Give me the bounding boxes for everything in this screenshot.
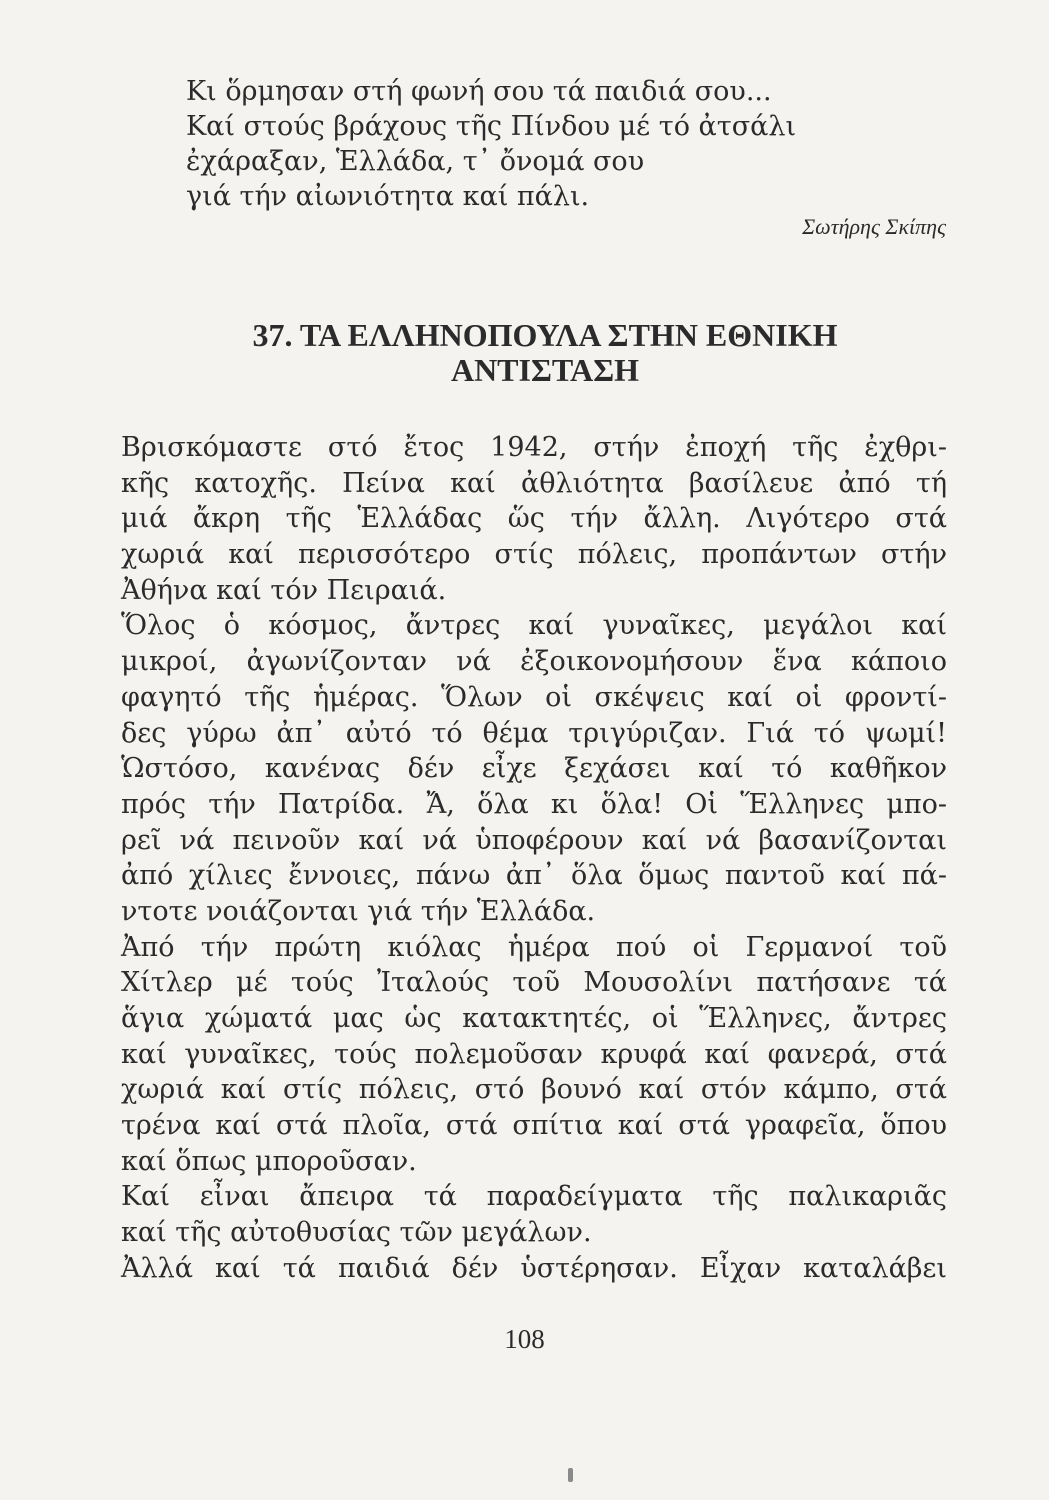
- text-line: φαγητό τῆς ἡμέρας. Ὅλων οἱ σκέψεις καί οἱ φροντί-: [121, 681, 947, 713]
- chapter-heading: [150, 318, 940, 388]
- text-line: χωριά καί στίς πόλεις, στό βουνό καί στόν κάμπο, στά: [121, 1074, 947, 1106]
- text-line: δες γύρω ἀπ᾽ αὐτό τό θέμα τριγύριζαν. Γιά τό ψωμί!: [121, 717, 947, 749]
- text-line: χωριά καί περισσότερο στίς πόλεις, προπάντων στήν: [121, 539, 947, 571]
- ink-speck: [568, 1468, 573, 1482]
- text-line: καί ὅπως μποροῦσαν.: [121, 1145, 417, 1177]
- text-line: Ἀπό τήν πρώτη κιόλας ἡμέρα πού οἱ Γερμανοί τοῦ: [121, 931, 947, 963]
- text-line: ἅγια χώματά μας ὡς κατακτητές, οἱ Ἕλληνες, ἄντρες: [121, 1003, 947, 1034]
- text-line: καί γυναῖκες, τούς πολεμοῦσαν κρυφά καί φανερά, στά: [121, 1038, 947, 1070]
- text-line: ντοτε νοιάζονται γιά τήν Ἑλλάδα.: [121, 895, 596, 927]
- text-line: τρένα καί στά πλοῖα, στά σπίτια καί στά γραφεῖα, ὅπου: [121, 1110, 947, 1142]
- text-line: Ὡστόσο, κανένας δέν εἶχε ξεχάσει καί τό καθῆκον: [121, 753, 947, 785]
- text-line: πρός τήν Πατρίδα. Ἄ, ὅλα κι ὅλα! Οἱ Ἕλληνες μπο-: [121, 788, 947, 820]
- text-line: μιά ἄκρη τῆς Ἑλλάδας ὥς τήν ἄλλη. Λιγότερο στά: [121, 503, 947, 535]
- text-line: Βρισκόμαστε στό ἔτος 1942, στήν ἐποχή τῆς ἐχθρι-: [121, 432, 947, 463]
- text-line: Ὅλος ὁ κόσμος, ἄντρες καί γυναῖκες, μεγάλοι καί: [121, 610, 947, 642]
- text-line: ἀπό χίλιες ἔννοιες, πάνω ἀπ᾽ ὅλα ὅμως παντοῦ καί πά-: [121, 860, 947, 892]
- text-line: μικροί, ἀγωνίζονταν νά ἐξοικονομήσουν ἕνα κάποιο: [121, 646, 947, 678]
- poem-excerpt: [186, 74, 946, 214]
- chapter-title-line: 37. ΤΑ ΕΛΛΗΝΟΠΟΥΛΑ ΣΤΗΝ ΕΘΝΙΚΗ: [252, 317, 838, 353]
- text-line: Καί εἶναι ἄπειρα τά παραδείγματα τῆς παλικαριᾶς: [121, 1181, 947, 1213]
- chapter-title-line: ΑΝΤΙΣΤΑΣΗ: [450, 352, 640, 388]
- page-number: 108: [504, 1324, 545, 1354]
- text-line: Ἀλλά καί τά παιδιά δέν ὑστέρησαν. Εἶχαν καταλάβει: [121, 1252, 947, 1284]
- poem-author: Σωτήρης Σκίπης: [802, 214, 946, 239]
- body-text: [121, 430, 947, 1287]
- poem-line: Καί στούς βράχους τῆς Πίνδου μέ τό ἀτσάλι: [186, 111, 797, 142]
- text-line: Χίτλερ μέ τούς Ἰταλούς τοῦ Μουσολίνι πατήσανε τά: [121, 967, 947, 999]
- text-line: κῆς κατοχῆς. Πείνα καί ἀθλιότητα βασίλευε ἀπό τή: [121, 467, 947, 499]
- text-line: Ἀθήνα καί τόν Πειραιά.: [121, 574, 447, 606]
- poem-line: Κι ὅρμησαν στή φωνή σου τά παιδιά σου...: [186, 76, 772, 107]
- poem-line: ἐχάραξαν, Ἑλλάδα, τ᾽ ὄνομά σου: [186, 146, 645, 177]
- text-line: ρεῖ νά πεινοῦν καί νά ὑποφέρουν καί νά βασανίζονται: [121, 824, 947, 856]
- poem-line: γιά τήν αἰωνιότητα καί πάλι.: [186, 181, 590, 212]
- text-line: καί τῆς αὐτοθυσίας τῶν μεγάλων.: [121, 1217, 592, 1249]
